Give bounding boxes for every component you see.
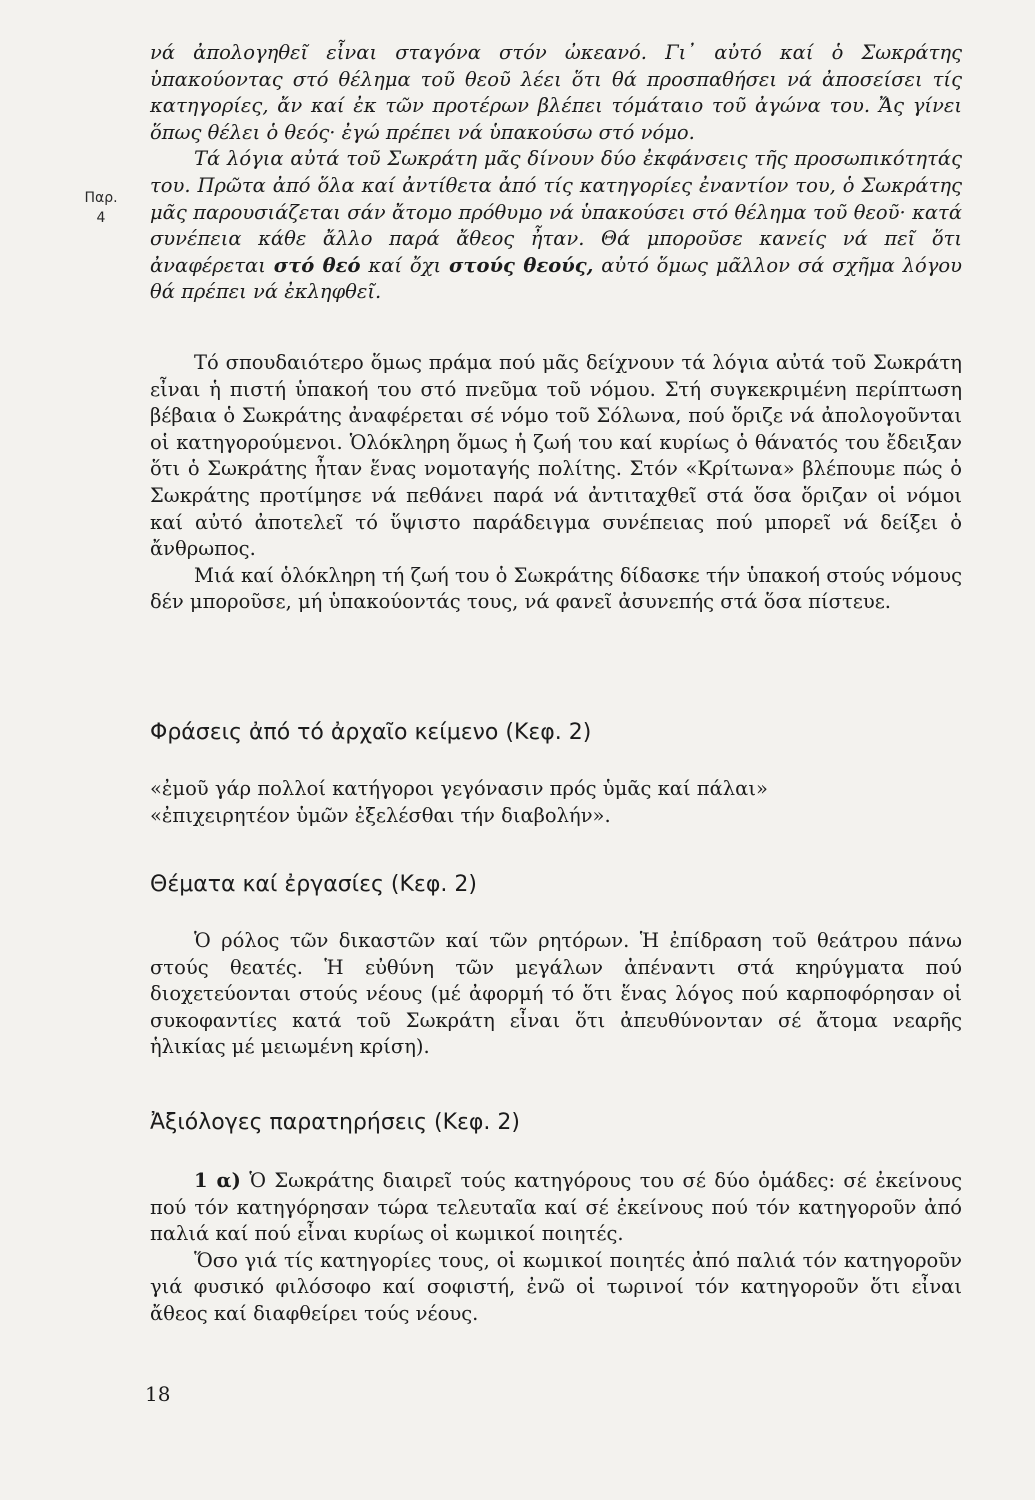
italic-text-run: Τά λόγια αὐτά τοῦ Σωκράτη μᾶς δίνουν δύο ἐκφάνσεις τῆς προσωπικότητάς του. Πρῶτα ἀπό ὅλα καί ἀντίθετα ἀπό τίς κατηγορίες ἐναντίον του, ὁ Σωκράτης μᾶς παρουσιάζεται σάν ἄτομο πρόθυμο νά ὑπακούσει στό θέλημα τοῦ θεοῦ· κατά συνέπεια κάθε ἄλλο παρά ἄθεος ἦταν. Θά μποροῦσε κανείς νά πεῖ ὅτι ἀναφέρεται [150,147,962,277]
page-number: 18 [145,1382,171,1406]
body-paragraph-1: Τό σπουδαιότερο ὅμως πράμα πού μᾶς δείχνουν τά λόγια αὐτά τοῦ Σωκράτη εἶναι ἡ πιστή ὑπακοή του στό πνεῦμα τοῦ νόμου. Στή συγκεκριμένη περίπτωση βέβαια ὁ Σωκράτης ἀναφέρεται σέ νόμο τοῦ Σόλωνα, πού ὅριζε νά ἀπολογοῦνται οἱ κατηγορούμενοι. Ὁλόκληρη ὅμως ἡ ζωή του καί κυρίως ὁ θάνατός του ἔδειξαν ὅτι ὁ Σωκράτης ἦταν ἕνας νομοταγής πολίτης. Στόν «Κρίτωνα» βλέπουμε πώς ὁ Σωκράτης προτίμησε νά πεθάνει παρά νά ἀντιταχθεῖ στά ὅσα ὅριζαν οἱ νόμοι καί αὐτό ἀποτελεῖ τό ὕψιστο παράδειγμα συνέπειας πού μπορεῖ νά δείξει ὁ ἄνθρωπος. [150,351,962,561]
remark-item-label: 1 α) [194,1169,241,1192]
remarks-block [150,1168,962,1328]
remark-item-text: Ὁ Σωκράτης διαιρεῖ τούς κατηγόρους του σέ δύο ὁμάδες: σέ ἐκείνους πού τόν κατηγόρησαν τώρα τελευταῖα καί σέ ἐκείνους πού τόν κατηγοροῦν ἀπό παλιά καί πού εἶναι κυρίως οἱ κωμικοί ποιητές. [150,1169,962,1246]
topics-block [150,928,962,1061]
phrase-line-2: «ἐπιχειρητέον ὑμῶν ἐξελέσθαι τήν διαβολήν». [150,803,611,827]
body-paragraphs [150,350,962,616]
topics-paragraph: Ὁ ρόλος τῶν δικαστῶν καί τῶν ρητόρων. Ἡ ἐπίδραση τοῦ θεάτρου πάνω στούς θεατές. Ἡ εὐθύνη τῶν μεγάλων ἀπέναντι στά κηρύγματα πού διοχετεύονται στούς νέους (μέ ἀφορμή τό ὅτι ἕνας λόγος πού καρποφόρησαν οἱ συκοφαντίες κατά τοῦ Σωκράτη εἶναι ὅτι ἀπευθύνονταν σέ ἄτομα νεαρῆς ἡλικίας μέ μειωμένη κρίση). [150,929,962,1059]
remark-paragraph-2: Ὅσο γιά τίς κατηγορίες τους, οἱ κωμικοί ποιητές ἀπό παλιά τόν κατηγοροῦν γιά φυσικό φιλόσοφο καί σοφιστή, ἐνῶ οἱ τωρινοί τόν κατηγοροῦν ὅτι εἶναι ἄθεος καί διαφθείρει τούς νέους. [150,1248,962,1325]
italic-text-run-2: καί ὄχι [368,253,442,277]
italic-paragraph-1: νά ἀπολογηθεῖ εἶναι σταγόνα στόν ὠκεανό. Γι᾽ αὐτό καί ὁ Σωκράτης ὑπακούοντας στό θέλημα τοῦ θεοῦ λέει ὅτι θά προσπαθήσει νά ἀποσείσει τίς κατηγορίες, ἄν καί ἐκ τῶν προτέρων βλέπει τόμάταιο τοῦ ἀγώνα του. Ἄς γίνει ὅπως θέλει ὁ θεός· ἐγώ πρέπει νά ὑπακούσω στό νόμο. [150,41,962,144]
emphasis-theous: στούς θεούς, [448,253,594,277]
emphasis-theo: στό θεό [273,253,361,277]
section-heading-phrases: Φράσεις ἀπό τό ἀρχαῖο κείμενο (Κεφ. 2) [150,720,592,745]
section-heading-topics: Θέματα καί ἐργασίες (Κεφ. 2) [150,872,477,897]
remark-item-1a [150,1168,962,1248]
italic-paragraph-2 [150,146,962,306]
italic-text-run-3: αὐτό ὅμως μᾶλλον σά σχῆμα λόγου θά πρέπει νά ἐκληφθεῖ. [150,253,962,304]
section-heading-remarks: Ἀξιόλογες παρατηρήσεις (Κεφ. 2) [150,1110,520,1135]
margin-paragraph-note [78,188,124,228]
body-paragraph-2: Μιά καί ὁλόκληρη τή ζωή του ὁ Σωκράτης δίδασκε τήν ὑπακοή στούς νόμους δέν μποροῦσε, μή ὑπακούοντάς τους, νά φανεῖ ἀσυνεπής στά ὅσα πίστευε. [150,563,962,614]
phrase-line-1: «ἐμοῦ γάρ πολλοί κατήγοροι γεγόνασιν πρός ὑμᾶς καί πάλαι» [150,777,768,800]
margin-note-label: Παρ. [84,190,118,206]
intro-italic-block [150,40,962,306]
phrases-block [150,776,962,829]
margin-note-number: 4 [96,210,106,226]
